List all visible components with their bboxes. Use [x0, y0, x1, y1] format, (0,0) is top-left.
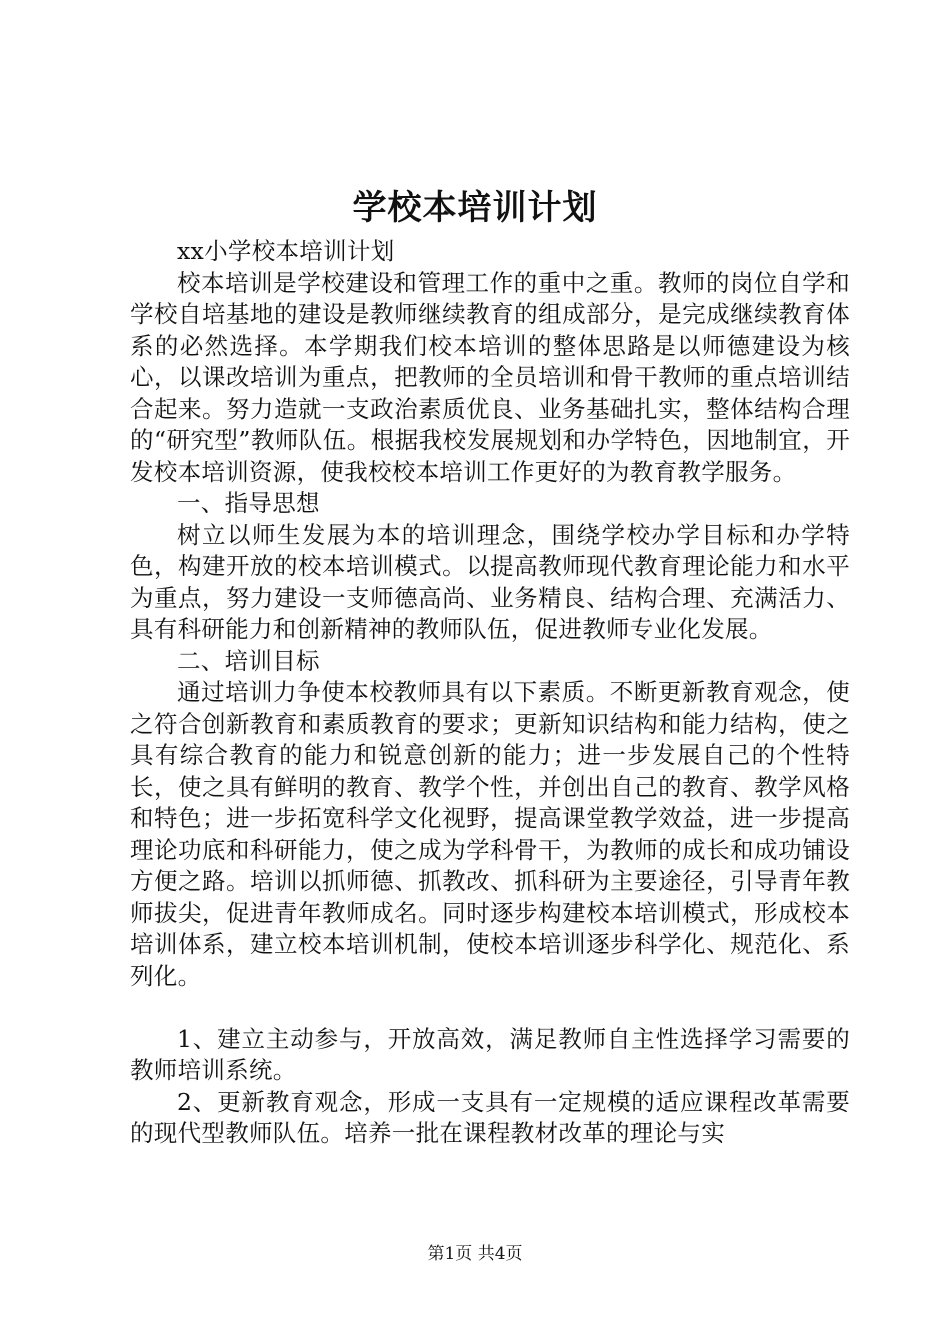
- section-text-guiding-thought: 树立以师生发展为本的培训理念，围绕学校办学目标和办学特色，构建开放的校本培训模式。以提高教师现代教育理论能力和水平为重点，努力建设一支师德高尚、业务精良、结构合理、充满活力、具有科研能力和创新精神的教师队伍，促进教师专业化发展。: [130, 520, 850, 643]
- section-heading-guiding-thought: 一、指导思想: [177, 489, 320, 517]
- document-title: 学校本培训计划: [352, 188, 598, 228]
- document-subtitle: xx小学校本培训计划: [177, 237, 395, 265]
- section-heading-training-goals: 二、培训目标: [177, 646, 320, 675]
- section-text-training-goals: 通过培训力争使本校教师具有以下素质。不断更新教育观念，使之符合创新教育和素质教育的要求；更新知识结构和能力结构，使之具有综合教育的能力和锐意创新的能力；进一步发展自己的个性特长，使之具有鲜明的教育、教学个性，并创出自己的教育、教学风格和特色；进一步拓宽科学文化视野，提高课堂教学效益，进一步提高理论功底和科研能力，使之成为学科骨干，为教师的成长和成功铺设方便之路。培训以抓师德、抓教改、抓科研为主要途径，引导青年教师拔尖，促进青年教师成名。同时逐步构建校本培训模式，形成校本培训体系，建立校本培训机制，使校本培训逐步科学化、规范化、系列化。: [130, 678, 850, 990]
- list-item: 1、建立主动参与，开放高效，满足教师自主性选择学习需要的教师培训系统。: [130, 1024, 850, 1084]
- page-number: 第1页 共4页: [427, 1244, 523, 1264]
- paragraph-gap: [130, 992, 850, 1024]
- list-item: 2、更新教育观念，形成一支具有一定规模的适应课程改革需要的现代型教师队伍。培养一批在课程教材改革的理论与实: [130, 1087, 850, 1147]
- intro-paragraph: 校本培训是学校建设和管理工作的重中之重。教师的岗位自学和学校自培基地的建设是教师继续教育的组成部分，是完成继续教育体系的必然选择。本学期我们校本培训的整体思路是以师德建设为核心，以课改培训为重点，把教师的全员培训和骨干教师的重点培训结合起来。努力造就一支政治素质优良、业务基础扎实，整体结构合理的“研究型”教师队伍。根据我校发展规划和办学特色，因地制宜，开发校本培训资源，使我校校本培训工作更好的为教育教学服务。: [130, 268, 850, 486]
- document-body: [130, 236, 850, 1150]
